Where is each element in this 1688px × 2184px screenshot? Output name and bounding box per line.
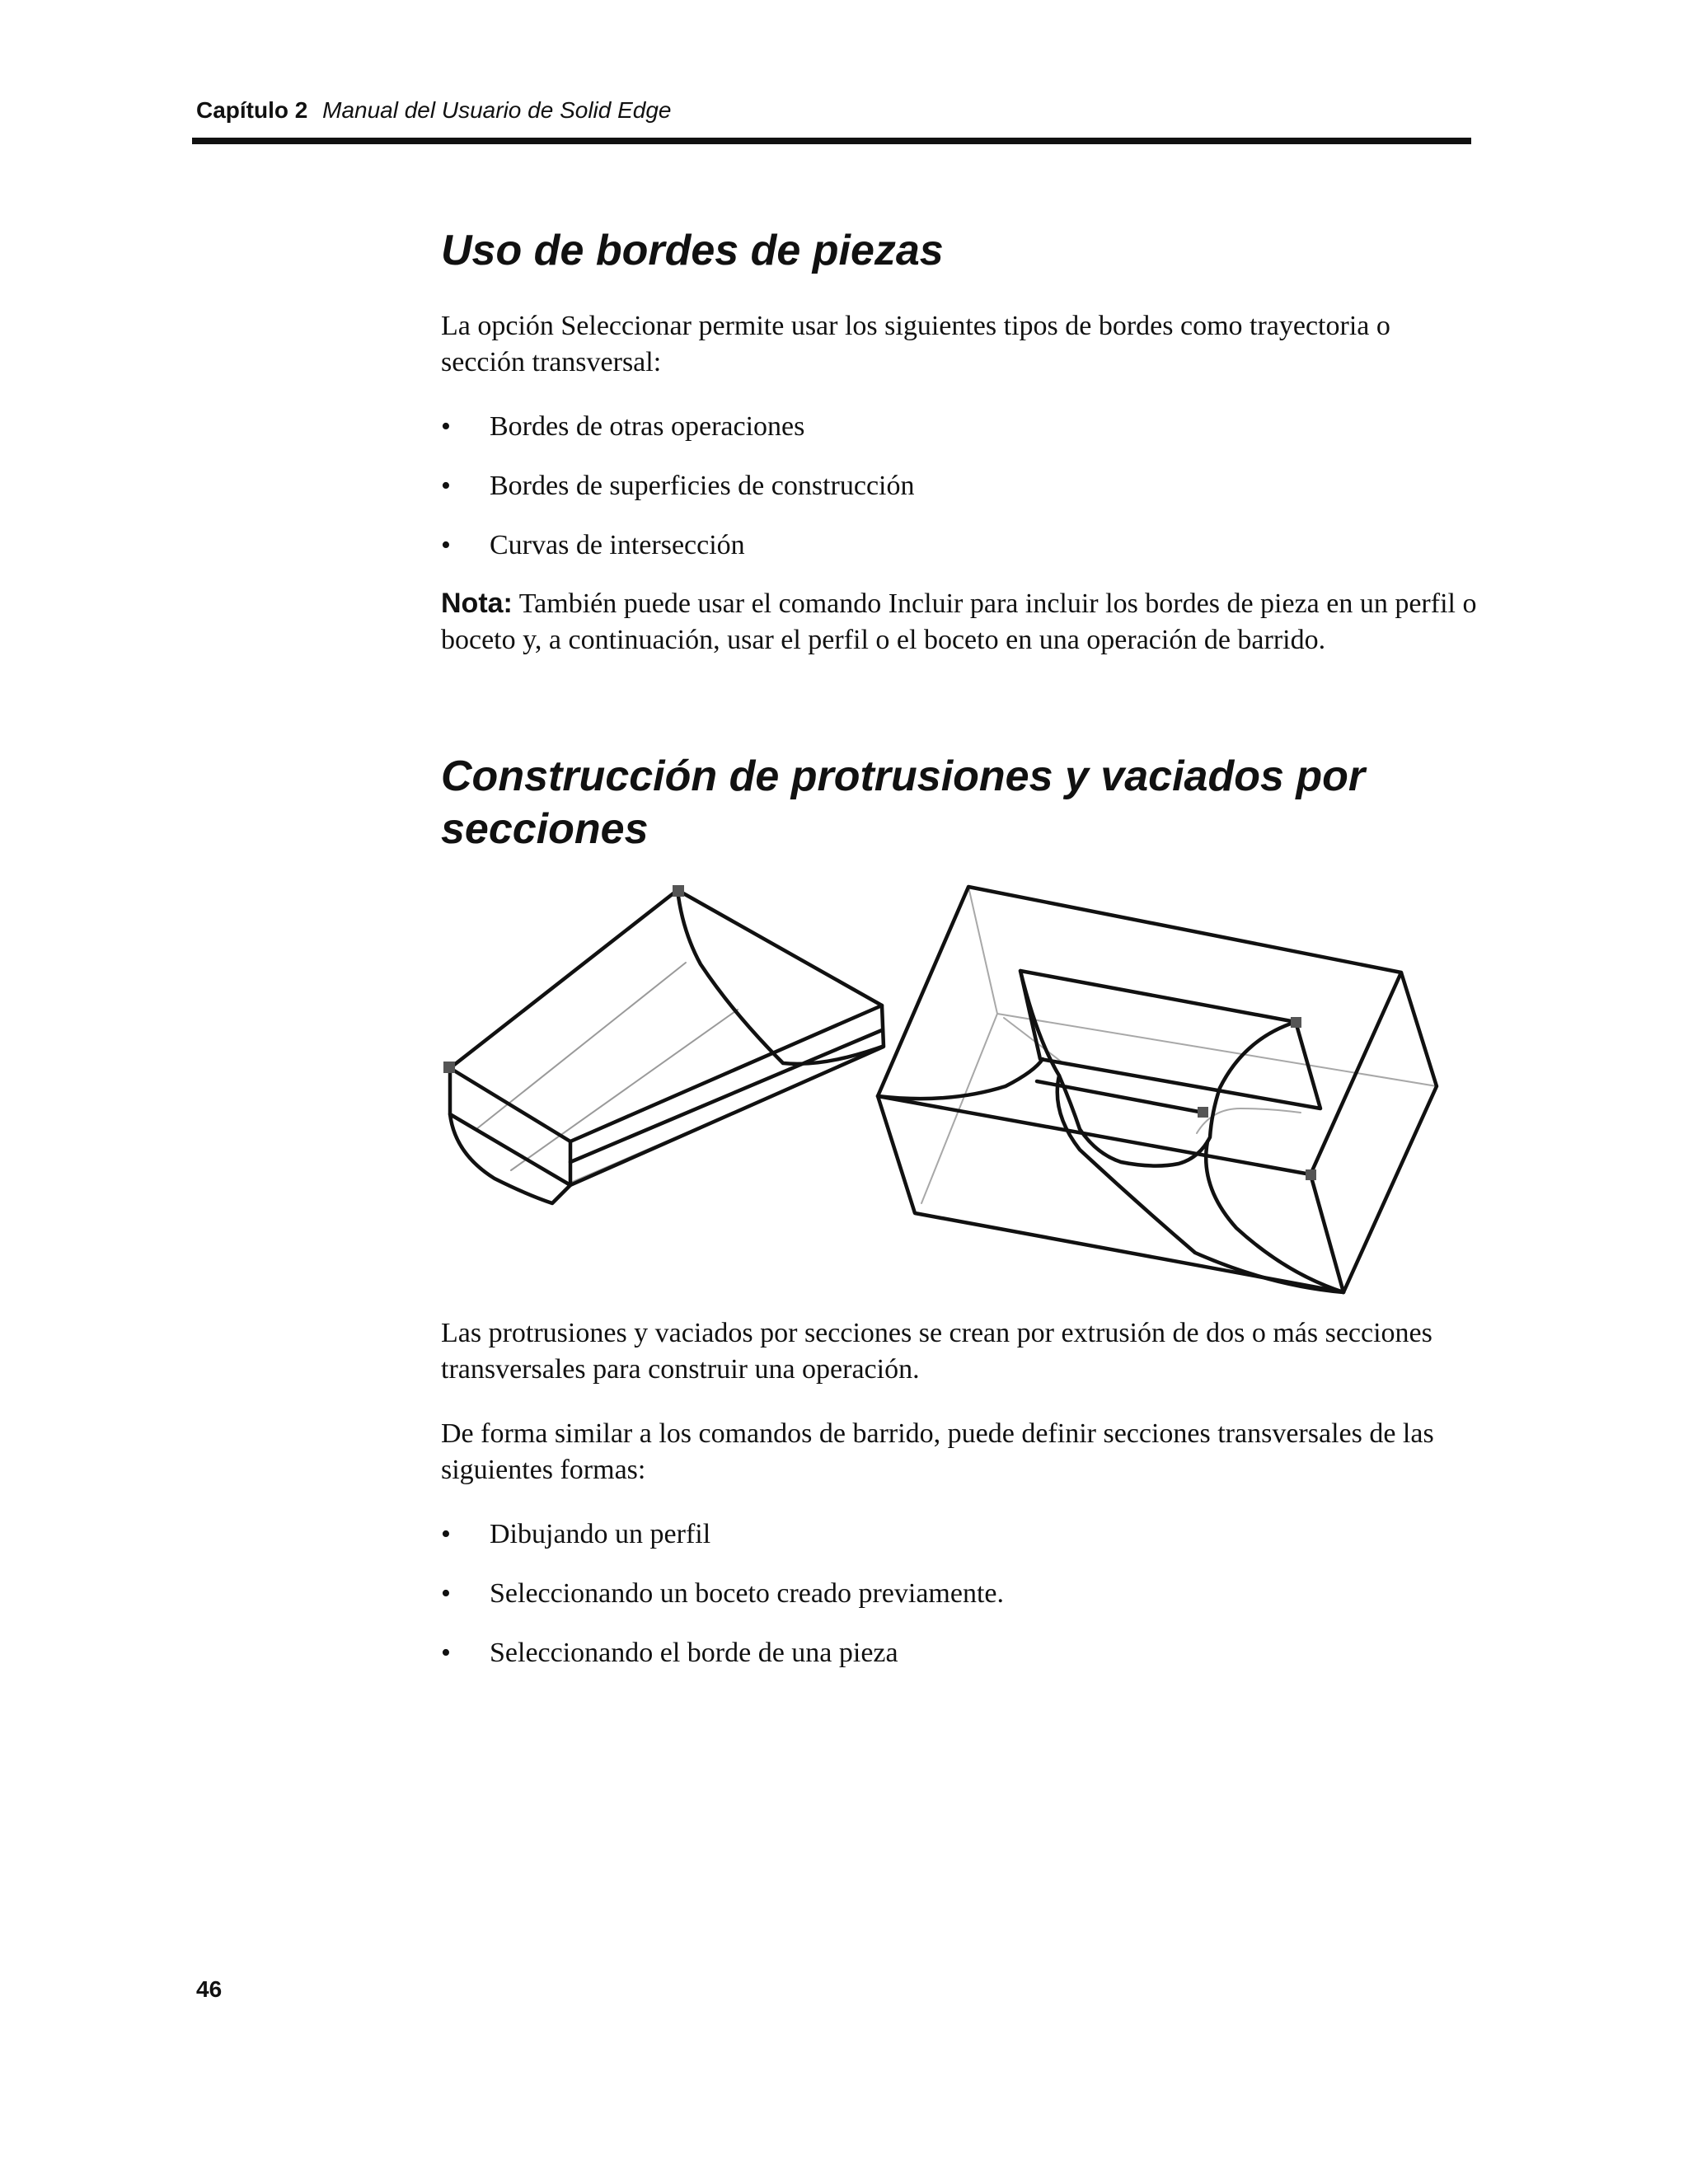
bullet-icon: • xyxy=(441,471,451,501)
section1-intro: La opción Seleccionar permite usar los siguientes tipos de bordes como trayectoria o sección transversal: xyxy=(441,311,1390,377)
lofted-features-illustration xyxy=(429,874,1451,1310)
list-item-text: Bordes de otras operaciones xyxy=(490,411,805,442)
bullet-icon: • xyxy=(441,1578,451,1609)
header-rule xyxy=(192,138,1471,144)
list-item-text: Bordes de superficies de construcción xyxy=(490,471,915,501)
list-item-text: Seleccionando el borde de una pieza xyxy=(490,1638,898,1668)
page-number: 46 xyxy=(196,1976,223,2002)
section2-para1: Las protrusiones y vaciados por secciones se crean por extrusión de dos o más secciones transversales para construir una operación. xyxy=(441,1318,1432,1385)
list-item-text: Curvas de intersección xyxy=(490,530,745,560)
bullet-icon: • xyxy=(441,1519,451,1549)
list-item-text: Seleccionando un boceto creado previamente. xyxy=(490,1578,1005,1609)
note-label: Nota: xyxy=(441,588,513,619)
list-item-text: Dibujando un perfil xyxy=(490,1519,711,1549)
note-text: También puede usar el comando Incluir para incluir los bordes de pieza en un perfil o boceto y, a continuación, usar el perfil o el boceto en una operación de barrido. xyxy=(441,588,1477,655)
note-paragraph xyxy=(441,585,1479,658)
section-heading-uso-de-bordes: Uso de bordes de piezas xyxy=(441,227,944,274)
section2-para2: De forma similar a los comandos de barrido, puede definir secciones transversales de las siguientes formas: xyxy=(441,1418,1434,1485)
book-title: Manual del Usuario de Solid Edge xyxy=(322,97,672,123)
section-heading-construccion: Construcción de protrusiones y vaciados por secciones xyxy=(441,752,1366,853)
bullet-icon: • xyxy=(441,1638,451,1668)
running-header xyxy=(196,97,672,124)
chapter-label: Capítulo 2 xyxy=(196,97,308,123)
bullet-icon: • xyxy=(441,530,451,560)
bullet-icon: • xyxy=(441,411,451,442)
